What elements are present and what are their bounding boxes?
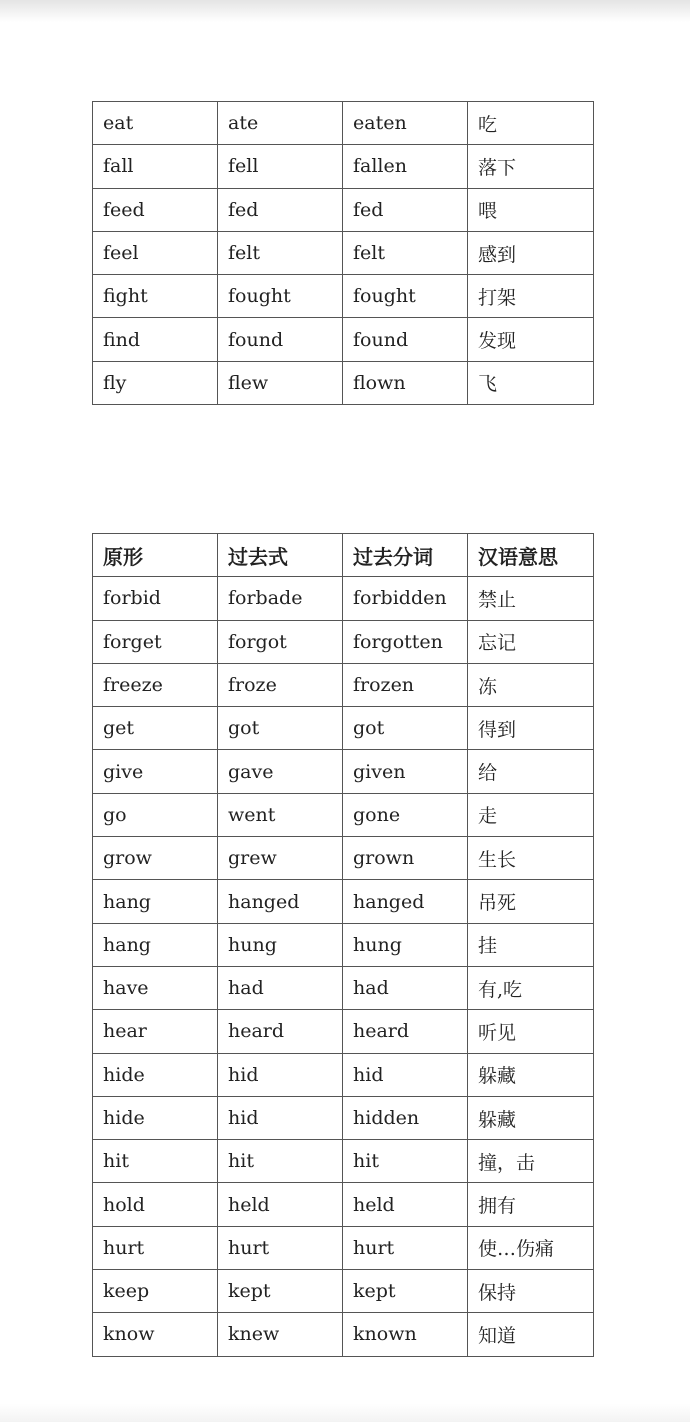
cell-past-participle: forbidden xyxy=(343,577,468,620)
cell-base-form: fall xyxy=(93,145,218,188)
cell-chinese-meaning: 吃 xyxy=(468,102,594,145)
cell-past-tense: froze xyxy=(218,663,343,706)
cell-chinese-meaning: 躲藏 xyxy=(468,1096,594,1139)
cell-base-form: hide xyxy=(93,1096,218,1139)
cell-base-form: go xyxy=(93,793,218,836)
cell-past-participle: hurt xyxy=(343,1226,468,1269)
table-row xyxy=(93,837,594,880)
cell-base-form: hang xyxy=(93,923,218,966)
cell-past-tense: hurt xyxy=(218,1226,343,1269)
cell-chinese-meaning: 忘记 xyxy=(468,620,594,663)
cell-past-participle: hidden xyxy=(343,1096,468,1139)
cell-chinese-meaning: 拥有 xyxy=(468,1183,594,1226)
cell-past-tense: flew xyxy=(218,361,343,404)
cell-base-form: hang xyxy=(93,880,218,923)
verb-table-1-body xyxy=(93,102,594,405)
bottom-shadow xyxy=(0,1404,690,1422)
cell-past-tense: got xyxy=(218,707,343,750)
table-row xyxy=(93,145,594,188)
verb-table-1 xyxy=(92,101,594,405)
cell-chinese-meaning: 挂 xyxy=(468,923,594,966)
cell-base-form: keep xyxy=(93,1270,218,1313)
verb-table-2 xyxy=(92,533,594,1357)
cell-past-tense: ate xyxy=(218,102,343,145)
cell-base-form: hide xyxy=(93,1053,218,1096)
table-row xyxy=(93,707,594,750)
cell-past-participle: frozen xyxy=(343,663,468,706)
cell-chinese-meaning: 飞 xyxy=(468,361,594,404)
cell-base-form: forbid xyxy=(93,577,218,620)
cell-past-participle: hung xyxy=(343,923,468,966)
table-row xyxy=(93,361,594,404)
cell-past-tense: felt xyxy=(218,231,343,274)
cell-past-participle: known xyxy=(343,1313,468,1356)
cell-chinese-meaning: 知道 xyxy=(468,1313,594,1356)
table-row xyxy=(93,750,594,793)
cell-past-tense: forgot xyxy=(218,620,343,663)
cell-past-participle: hanged xyxy=(343,880,468,923)
cell-past-participle: got xyxy=(343,707,468,750)
cell-chinese-meaning: 喂 xyxy=(468,188,594,231)
cell-chinese-meaning: 走 xyxy=(468,793,594,836)
cell-past-participle: had xyxy=(343,966,468,1009)
cell-past-participle: held xyxy=(343,1183,468,1226)
cell-base-form: give xyxy=(93,750,218,793)
cell-past-tense: hid xyxy=(218,1053,343,1096)
cell-chinese-meaning: 使…伤痛 xyxy=(468,1226,594,1269)
cell-base-form: forget xyxy=(93,620,218,663)
cell-past-tense: hid xyxy=(218,1096,343,1139)
table-row xyxy=(93,188,594,231)
cell-base-form: fight xyxy=(93,275,218,318)
cell-past-tense: fell xyxy=(218,145,343,188)
cell-base-form: eat xyxy=(93,102,218,145)
table-row xyxy=(93,1140,594,1183)
cell-chinese-meaning: 冻 xyxy=(468,663,594,706)
cell-chinese-meaning: 吊死 xyxy=(468,880,594,923)
cell-base-form: grow xyxy=(93,837,218,880)
cell-past-tense: hit xyxy=(218,1140,343,1183)
table-row xyxy=(93,966,594,1009)
table-row xyxy=(93,318,594,361)
cell-past-participle: found xyxy=(343,318,468,361)
table-row xyxy=(93,1053,594,1096)
cell-past-participle: forgotten xyxy=(343,620,468,663)
table-row xyxy=(93,1313,594,1356)
cell-base-form: feel xyxy=(93,231,218,274)
cell-past-tense: fed xyxy=(218,188,343,231)
cell-past-participle: fallen xyxy=(343,145,468,188)
header-chinese-meaning: 汉语意思 xyxy=(468,534,594,577)
cell-past-tense: knew xyxy=(218,1313,343,1356)
top-shadow xyxy=(0,0,690,22)
cell-past-participle: hid xyxy=(343,1053,468,1096)
cell-past-tense: gave xyxy=(218,750,343,793)
cell-chinese-meaning: 撞，击 xyxy=(468,1140,594,1183)
cell-past-tense: hung xyxy=(218,923,343,966)
cell-past-tense: hanged xyxy=(218,880,343,923)
cell-base-form: hurt xyxy=(93,1226,218,1269)
cell-base-form: hold xyxy=(93,1183,218,1226)
table-row xyxy=(93,1010,594,1053)
header-base-form: 原形 xyxy=(93,534,218,577)
cell-past-participle: flown xyxy=(343,361,468,404)
cell-past-participle: grown xyxy=(343,837,468,880)
cell-past-tense: had xyxy=(218,966,343,1009)
cell-past-tense: found xyxy=(218,318,343,361)
cell-past-participle: felt xyxy=(343,231,468,274)
cell-past-participle: fed xyxy=(343,188,468,231)
cell-chinese-meaning: 给 xyxy=(468,750,594,793)
cell-past-participle: given xyxy=(343,750,468,793)
cell-past-participle: eaten xyxy=(343,102,468,145)
cell-base-form: freeze xyxy=(93,663,218,706)
cell-base-form: get xyxy=(93,707,218,750)
cell-base-form: know xyxy=(93,1313,218,1356)
table-row xyxy=(93,1270,594,1313)
cell-past-tense: kept xyxy=(218,1270,343,1313)
cell-past-participle: hit xyxy=(343,1140,468,1183)
cell-chinese-meaning: 听见 xyxy=(468,1010,594,1053)
cell-chinese-meaning: 落下 xyxy=(468,145,594,188)
table-row xyxy=(93,275,594,318)
cell-chinese-meaning: 发现 xyxy=(468,318,594,361)
cell-base-form: have xyxy=(93,966,218,1009)
cell-base-form: feed xyxy=(93,188,218,231)
verb-table-2-body xyxy=(93,577,594,1356)
table-row xyxy=(93,1226,594,1269)
cell-chinese-meaning: 禁止 xyxy=(468,577,594,620)
header-past-tense: 过去式 xyxy=(218,534,343,577)
cell-past-tense: went xyxy=(218,793,343,836)
cell-chinese-meaning: 打架 xyxy=(468,275,594,318)
cell-past-participle: fought xyxy=(343,275,468,318)
cell-chinese-meaning: 感到 xyxy=(468,231,594,274)
cell-past-tense: forbade xyxy=(218,577,343,620)
cell-chinese-meaning: 生长 xyxy=(468,837,594,880)
cell-past-participle: kept xyxy=(343,1270,468,1313)
table-row xyxy=(93,663,594,706)
table-row xyxy=(93,620,594,663)
table-row xyxy=(93,231,594,274)
table-row xyxy=(93,880,594,923)
cell-base-form: hear xyxy=(93,1010,218,1053)
cell-past-tense: heard xyxy=(218,1010,343,1053)
cell-chinese-meaning: 保持 xyxy=(468,1270,594,1313)
table-row xyxy=(93,923,594,966)
cell-chinese-meaning: 躲藏 xyxy=(468,1053,594,1096)
table-row xyxy=(93,1096,594,1139)
cell-chinese-meaning: 得到 xyxy=(468,707,594,750)
cell-past-tense: fought xyxy=(218,275,343,318)
cell-past-tense: held xyxy=(218,1183,343,1226)
header-row xyxy=(93,534,594,577)
table-row xyxy=(93,1183,594,1226)
table-row xyxy=(93,102,594,145)
header-past-participle: 过去分词 xyxy=(343,534,468,577)
cell-past-participle: gone xyxy=(343,793,468,836)
table-row xyxy=(93,577,594,620)
cell-past-participle: heard xyxy=(343,1010,468,1053)
cell-chinese-meaning: 有,吃 xyxy=(468,966,594,1009)
cell-base-form: hit xyxy=(93,1140,218,1183)
table-row xyxy=(93,793,594,836)
cell-base-form: find xyxy=(93,318,218,361)
verb-table-2-header xyxy=(93,534,594,577)
cell-base-form: fly xyxy=(93,361,218,404)
cell-past-tense: grew xyxy=(218,837,343,880)
